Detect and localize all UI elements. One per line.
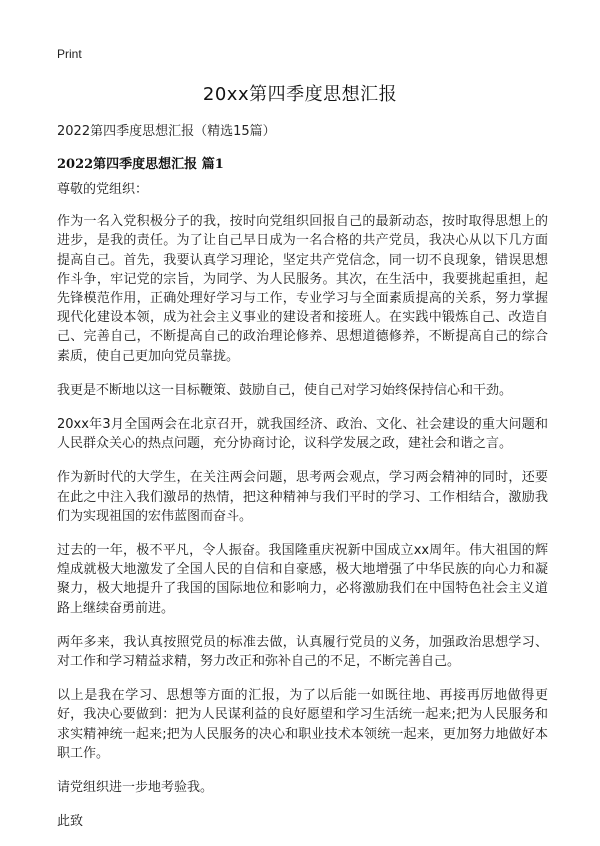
paragraph: 20xx年3月全国两会在北京召开，就我国经济、政治、文化、社会建设的重大问题和人民群众关心的热点问题，充分协商讨论，议科学发展之政，建社会和谐之言。 [57, 417, 548, 452]
paragraph: 作为一名入党积极分子的我，按时向党组织回报自己的最新动态，按时取得思想上的进步，是我的责任。为了让自己早日成为一名合格的共产党员，我决心从以下几方面提高自己。首先，我要认真学习理论，坚定共产党信念，同一切不良现象，错误思想作斗争，牢记党的宗旨，为同学、为人民服务。其次，在生活中，我要挑起重担，起先锋模范作用，正确处理好学习与工作，专业学习与全面素质提高的关系，努力掌握现代化建设本领，成为社会主义事业的建设者和接班人。在实践中锻炼自己、改造自己、完善自己，不断提高自己的政治理论修养、思想道德修养，不断提高自己的综合素质，使自己更加向党员靠拢。 [57, 214, 548, 364]
paragraph: 我更是不断地以这一目标鞭策、鼓励自己，使自己对学习始终保持信心和干劲。 [57, 382, 513, 398]
greeting: 尊敬的党组织： [57, 182, 149, 197]
document-subtitle: 2022第四季度思想汇报（精选15篇） [57, 124, 276, 139]
paragraph: 以上是我在学习、思想等方面的汇报，为了以后能一如既往地、再接再厉地做得更好，我决心要做到：把为人民谋利益的良好愿望和学习生活统一起来;把为人民服务和求实精神统一起来;把为人民服务的决心和职业技术本领统一起来，更加努力地做好本职工作。 [57, 688, 548, 761]
page-title: 20xx第四季度思想汇报 [202, 84, 398, 105]
paragraph: 两年多来，我认真按照党员的标准去做，认真履行党员的义务，加强政治思想学习、对工作和学习精益求精，努力改正和弥补自己的不足，不断完善自己。 [57, 634, 548, 670]
closing: 此致 [57, 814, 84, 830]
paragraph: 过去的一年，极不平凡，令人振奋。我国隆重庆祝新中国成立xx周年。伟大祖国的辉煌成就极大地激发了全国人民的自信和自豪感，极大地增强了中华民族的向心力和凝聚力，极大地提升了我国的国际地位和影响力，必将激励我们在中国特色社会主义道路上继续奋勇前进。 [57, 543, 548, 616]
paragraph: 作为新时代的大学生，在关注两会问题，思考两会观点，学习两会精神的同时，还要在此之中注入我们激昂的热情，把这种精神与我们平时的学习、工作相结合，激励我们为实现祖国的宏伟蓝图而奋斗。 [57, 470, 548, 524]
paragraph: 请党组织进一步地考验我。 [57, 780, 214, 796]
document-body [57, 180, 548, 846]
section-heading: 2022第四季度思想汇报 篇1 [57, 157, 224, 172]
print-link[interactable]: Print [57, 47, 82, 61]
